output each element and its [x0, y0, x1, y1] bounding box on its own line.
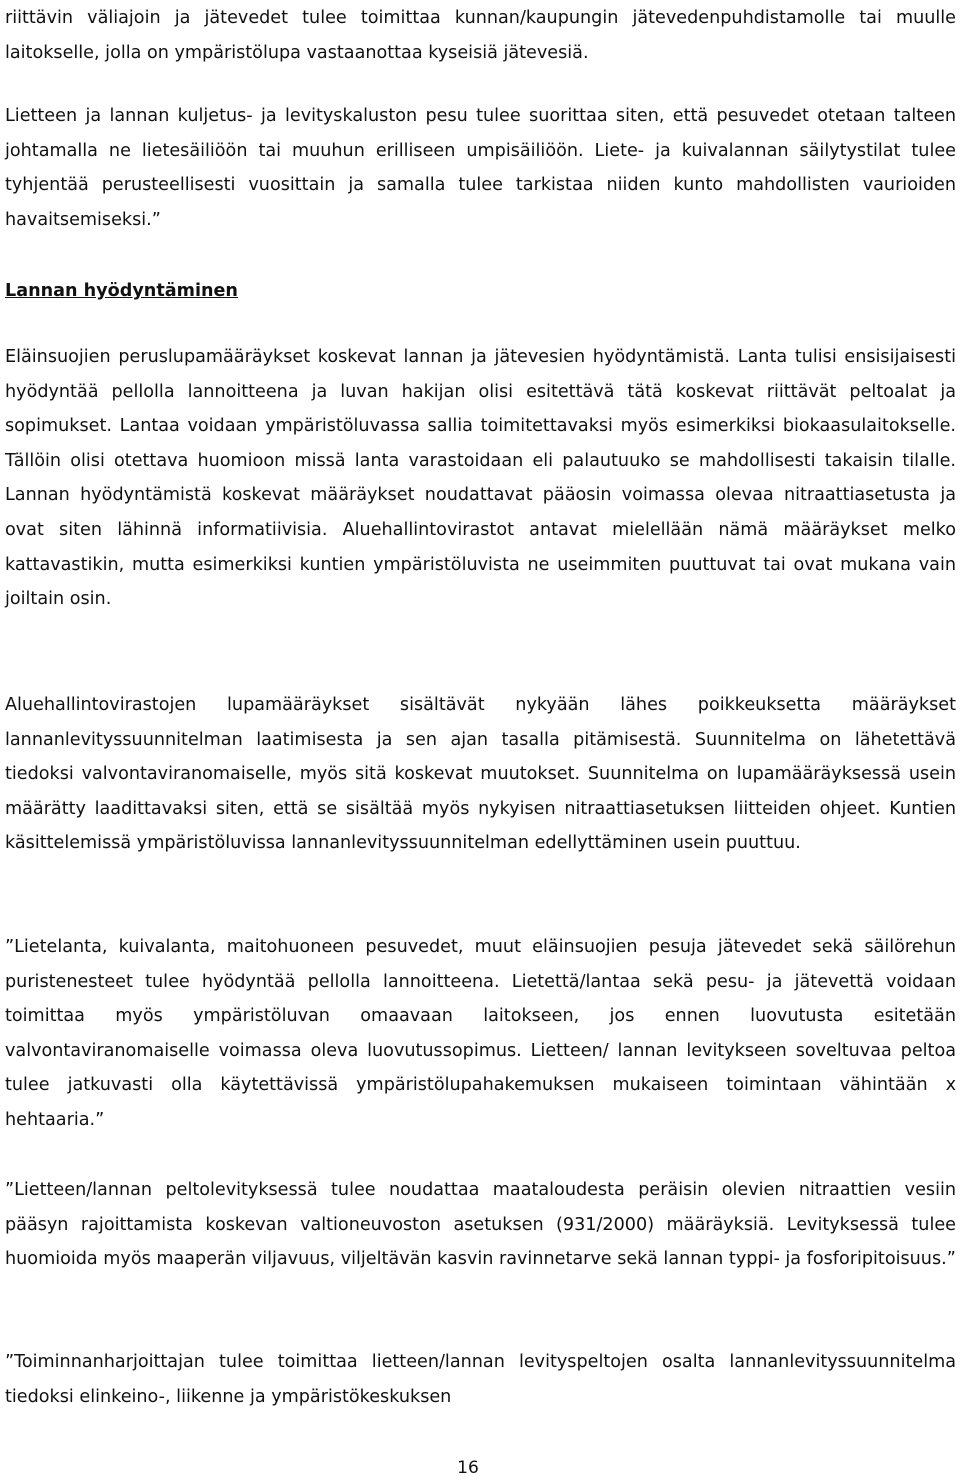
paragraph-wastewater-delivery: riittävin väliajoin ja jätevedet tulee toimittaa kunnan/kaupungin jätevedenpuhdistamolle tai muulle laitokselle, jolla on ympäristölupa vastaanottaa kyseisiä jätevesiä. — [5, 8, 956, 63]
section-heading: Lannan hyödyntäminen — [5, 281, 238, 301]
page-number: 16 — [457, 1458, 479, 1478]
paragraph-quote-operator: ”Toiminnanharjoittajan tulee toimittaa lietteen/lannan levityspeltojen osalta lannanlevityssuunnitelma tiedoksi elinkeino-, liikenne ja ympäristökeskuksen — [5, 1352, 956, 1407]
paragraph-manure-utilization: Eläinsuojien peruslupamääräykset koskevat lannan ja jätevesien hyödyntämistä. Lanta tulisi ensisijaisesti hyödyntää pellolla lannoitteena ja luvan hakijan olisi esitettävä tätä koskevat riittävät peltoalat ja sopimukset. Lantaa voidaan ympäristöluvassa sallia toimitettavaksi myös esimerkiksi biokaasulaitokselle. Tällöin olisi otettava huomioon missä lanta varastoidaan eli palautuuko se mahdollisesti takaisin tilalle. Lannan hyödyntämistä koskevat määräykset noudattavat pääosin voimassa olevaa nitraattiasetusta ja ovat siten lähinnä informatiivisia. Aluehallintovirastot antavat mielellään nämä määräykset melko kattavastikin, mutta esimerkiksi kuntien ympäristöluvista ne useimmiten puuttuvat tai ovat mukana vain joiltain osin. — [5, 347, 956, 610]
paragraph-equipment-washing: Lietteen ja lannan kuljetus- ja levityskaluston pesu tulee suorittaa siten, että pesuvedet otetaan talteen johtamalla ne lietesäiliöön tai muuhun erilliseen umpisäiliöön. Liete- ja kuivalannan säilytystilat tulee tyhjentää perusteellisesti vuosittain ja samalla tulee tarkistaa niiden kunto mahdollisten vaurioiden havaitsemiseksi.” — [5, 106, 956, 230]
paragraph-quote-nitrate-decree: ”Lietteen/lannan peltolevityksessä tulee noudattaa maataloudesta peräisin olevien nitraattien vesiin pääsyn rajoittamista koskevan valtioneuvoston asetuksen (931/2000) määräyksiä. Levityksessä tulee huomioida myös maaperän viljavuus, viljeltävän kasvin ravinnetarve sekä lannan typpi- ja fosforipitoisuus.” — [5, 1180, 956, 1270]
paragraph-spreading-plan: Aluehallintovirastojen lupamääräykset sisältävät nykyään lähes poikkeuksetta määräykset lannanlevityssuunnitelman laatimisesta ja sen ajan tasalla pitämisestä. Suunnitelma on lähetettävä tiedoksi valvontaviranomaiselle, myös sitä koskevat muutokset. Suunnitelma on lupamääräyksessä usein määrätty laadittavaksi siten, että se sisältää myös nykyisen nitraattiasetuksen liitteiden ohjeet. Kuntien käsittelemissä ympäristöluvissa lannanlevityssuunnitelman edellyttäminen usein puuttuu. — [5, 695, 956, 854]
paragraph-quote-slurry: ”Lietelanta, kuivalanta, maitohuoneen pesuvedet, muut eläinsuojien pesuja jätevedet sekä säilörehun puristenesteet tulee hyödyntää pellolla lannoitteena. Lietettä/lantaa sekä pesu- ja jätevettä voidaan toimittaa myös ympäristöluvan omaavaan laitokseen, jos ennen luovutusta esitetään valvontaviranomaiselle voimassa oleva luovutussopimus. Lietteen/ lannan levitykseen soveltuvaa peltoa tulee jatkuvasti olla käytettävissä ympäristölupahakemuksen mukaiseen toimintaan vähintään x hehtaaria.” — [5, 937, 956, 1130]
